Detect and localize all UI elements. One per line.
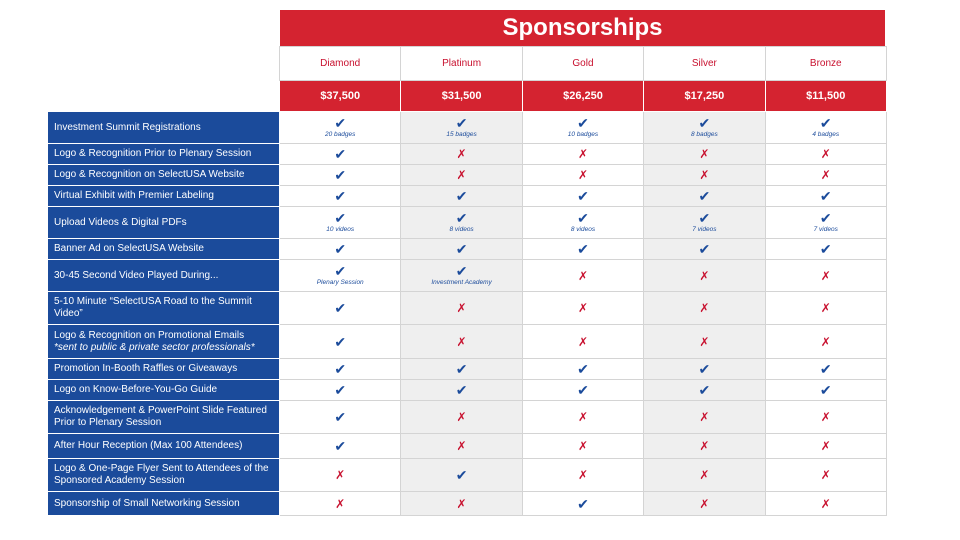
checkmark-icon: ✔ — [334, 263, 347, 279]
benefit-cell — [644, 325, 765, 359]
benefit-cell — [765, 144, 886, 165]
benefit-cell — [522, 492, 643, 516]
feature-row — [48, 359, 887, 380]
benefit-cell — [522, 325, 643, 359]
x-mark-icon: ✗ — [699, 168, 710, 182]
benefit-cell — [765, 292, 886, 325]
feature-label — [48, 239, 280, 260]
checkmark-icon: ✔ — [819, 361, 832, 377]
checkmark-icon: ✔ — [577, 241, 589, 257]
benefit-cell — [644, 380, 765, 401]
checkmark-icon: ✔ — [334, 438, 347, 454]
checkmark-icon: ✔ — [334, 188, 347, 204]
benefit-cell — [765, 359, 886, 380]
tier-name: Bronze — [765, 47, 886, 81]
tier-price: $26,250 — [522, 81, 643, 112]
checkmark-icon: ✔ — [698, 188, 711, 204]
benefit-cell — [280, 434, 401, 459]
benefit-cell — [280, 459, 401, 492]
benefit-cell — [765, 492, 886, 516]
benefit-note: 8 badges — [690, 131, 718, 138]
checkmark-icon: ✔ — [334, 115, 347, 131]
benefit-cell — [401, 459, 522, 492]
feature-text: Logo on Know-Before-You-Go Guide — [54, 384, 218, 395]
benefit-note: 10 videos — [326, 226, 355, 233]
checkmark-icon: ✔ — [334, 210, 347, 226]
benefit-cell — [765, 434, 886, 459]
checkmark-icon: ✔ — [698, 210, 711, 226]
tier-price: $17,250 — [644, 81, 765, 112]
benefit-cell — [280, 325, 401, 359]
benefit-cell — [644, 144, 765, 165]
x-mark-icon: ✗ — [820, 496, 831, 511]
x-mark-icon: ✗ — [820, 301, 831, 315]
feature-label — [48, 292, 280, 325]
benefit-cell — [644, 239, 765, 260]
checkmark-icon: ✔ — [455, 467, 468, 483]
x-mark-icon: ✗ — [577, 468, 588, 482]
benefit-cell — [522, 260, 643, 292]
x-mark-icon: ✗ — [699, 334, 710, 349]
checkmark-icon: ✔ — [455, 241, 468, 257]
checkmark-icon: ✔ — [334, 146, 347, 162]
feature-row — [48, 165, 887, 186]
benefit-cell — [401, 434, 522, 459]
checkmark-icon: ✔ — [577, 361, 589, 377]
feature-row — [48, 401, 887, 434]
benefit-note: 8 videos — [570, 226, 596, 233]
benefit-cell — [765, 239, 886, 260]
benefit-cell — [401, 292, 522, 325]
x-mark-icon: ✗ — [456, 301, 467, 315]
tier-price: $31,500 — [401, 81, 522, 112]
benefit-cell — [280, 380, 401, 401]
feature-label — [48, 144, 280, 165]
feature-text: Banner Ad on SelectUSA Website — [54, 243, 204, 254]
feature-row — [48, 144, 887, 165]
x-mark-icon: ✗ — [699, 268, 710, 283]
benefit-cell — [401, 112, 522, 144]
benefit-cell — [280, 292, 401, 325]
feature-row — [48, 207, 887, 239]
x-mark-icon: ✗ — [577, 147, 588, 161]
benefit-cell — [644, 165, 765, 186]
benefit-note: 10 badges — [567, 131, 599, 138]
benefit-cell — [280, 165, 401, 186]
benefit-cell — [401, 144, 522, 165]
benefit-cell — [401, 165, 522, 186]
checkmark-icon: ✔ — [334, 382, 347, 398]
feature-row — [48, 434, 887, 459]
checkmark-icon: ✔ — [455, 115, 468, 131]
x-mark-icon: ✗ — [456, 334, 467, 349]
sponsorship-table — [47, 46, 887, 516]
checkmark-icon: ✔ — [698, 382, 711, 398]
tier-name: Silver — [644, 47, 765, 81]
feature-label — [48, 325, 280, 359]
benefit-cell — [765, 112, 886, 144]
benefit-cell — [765, 401, 886, 434]
benefit-cell — [280, 359, 401, 380]
benefit-cell — [765, 260, 886, 292]
x-mark-icon: ✗ — [456, 410, 467, 424]
benefit-cell — [644, 434, 765, 459]
x-mark-icon: ✗ — [699, 439, 710, 453]
benefit-cell — [280, 186, 401, 207]
benefit-cell — [280, 144, 401, 165]
benefit-cell — [765, 207, 886, 239]
feature-text: Investment Summit Registrations — [54, 121, 201, 133]
tier-name: Platinum — [401, 47, 522, 81]
benefit-cell — [401, 401, 522, 434]
checkmark-icon: ✔ — [455, 210, 468, 226]
checkmark-icon: ✔ — [577, 188, 589, 204]
benefit-cell — [644, 260, 765, 292]
feature-row — [48, 325, 887, 359]
feature-row — [48, 492, 887, 516]
checkmark-icon: ✔ — [819, 382, 832, 398]
feature-row — [48, 459, 887, 492]
feature-text: Upload Videos & Digital PDFs — [54, 216, 187, 228]
x-mark-icon: ✗ — [577, 439, 588, 453]
benefit-cell — [765, 186, 886, 207]
benefit-cell — [644, 401, 765, 434]
feature-text: After Hour Reception (Max 100 Attendees) — [54, 440, 243, 451]
feature-row — [48, 260, 887, 292]
feature-text: Logo & One-Page Flyer Sent to Attendees of the Sponsored Academy Session — [54, 463, 269, 486]
benefit-note: 7 videos — [692, 226, 717, 233]
x-mark-icon: ✗ — [456, 439, 467, 453]
benefit-note: 4 badges — [812, 131, 840, 138]
feature-subtext: *sent to public & private sector professionals* — [54, 341, 255, 353]
tier-name: Diamond — [280, 47, 401, 81]
benefit-cell — [280, 260, 401, 292]
feature-row — [48, 239, 887, 260]
x-mark-icon: ✗ — [577, 410, 588, 424]
feature-label — [48, 492, 280, 516]
checkmark-icon: ✔ — [819, 241, 832, 257]
benefit-cell — [522, 207, 643, 239]
checkmark-icon: ✔ — [455, 361, 468, 377]
tier-name: Gold — [522, 47, 643, 81]
benefit-cell — [522, 401, 643, 434]
benefit-cell — [644, 292, 765, 325]
feature-label — [48, 359, 280, 380]
x-mark-icon: ✗ — [699, 301, 710, 315]
checkmark-icon: ✔ — [577, 210, 589, 226]
feature-text: Logo & Recognition on SelectUSA Website — [54, 169, 245, 180]
benefit-cell — [765, 165, 886, 186]
checkmark-icon: ✔ — [334, 409, 347, 425]
benefit-note: 15 badges — [446, 131, 477, 138]
price-row — [48, 81, 887, 112]
checkmark-icon: ✔ — [455, 263, 468, 279]
tier-price: $37,500 — [280, 81, 401, 112]
benefit-cell — [401, 207, 522, 239]
feature-text: 30-45 Second Video Played During... — [54, 269, 219, 281]
feature-row — [48, 292, 887, 325]
page-title: Sponsorships — [280, 10, 885, 46]
checkmark-icon: ✔ — [455, 188, 468, 204]
benefit-cell — [401, 492, 522, 516]
benefit-cell — [644, 492, 765, 516]
feature-row — [48, 112, 887, 144]
checkmark-icon: ✔ — [455, 382, 468, 398]
checkmark-icon: ✔ — [334, 167, 347, 183]
benefit-cell — [522, 186, 643, 207]
feature-row — [48, 380, 887, 401]
benefit-cell — [401, 359, 522, 380]
feature-label — [48, 207, 280, 239]
benefit-cell — [280, 239, 401, 260]
feature-text: 5-10 Minute “SelectUSA Road to the Summit Video” — [54, 296, 252, 319]
x-mark-icon: ✗ — [820, 439, 831, 453]
benefit-cell — [522, 359, 643, 380]
benefit-cell — [280, 112, 401, 144]
benefit-cell — [280, 401, 401, 434]
benefit-note: Plenary Session — [316, 279, 364, 286]
feature-row — [48, 186, 887, 207]
benefit-cell — [522, 459, 643, 492]
benefit-cell — [401, 380, 522, 401]
benefit-cell — [765, 380, 886, 401]
checkmark-icon: ✔ — [334, 241, 347, 257]
feature-label — [48, 165, 280, 186]
x-mark-icon: ✗ — [577, 168, 588, 182]
benefit-cell — [644, 112, 765, 144]
benefit-cell — [644, 359, 765, 380]
x-mark-icon: ✗ — [820, 334, 831, 349]
x-mark-icon: ✗ — [577, 301, 588, 315]
x-mark-icon: ✗ — [335, 496, 346, 511]
benefit-cell — [765, 325, 886, 359]
checkmark-icon: ✔ — [819, 188, 832, 204]
benefit-cell — [522, 292, 643, 325]
benefit-note: 20 badges — [325, 131, 356, 138]
x-mark-icon: ✗ — [820, 147, 831, 161]
x-mark-icon: ✗ — [699, 410, 710, 424]
x-mark-icon: ✗ — [820, 268, 831, 283]
checkmark-icon: ✔ — [577, 115, 589, 131]
checkmark-icon: ✔ — [698, 115, 711, 131]
x-mark-icon: ✗ — [577, 334, 588, 349]
benefit-note: 8 videos — [449, 226, 474, 233]
benefit-cell — [401, 325, 522, 359]
checkmark-icon: ✔ — [334, 300, 347, 316]
feature-label — [48, 186, 280, 207]
checkmark-icon: ✔ — [698, 241, 711, 257]
feature-label — [48, 260, 280, 292]
checkmark-icon: ✔ — [819, 115, 832, 131]
x-mark-icon: ✗ — [820, 410, 831, 424]
benefit-cell — [401, 260, 522, 292]
x-mark-icon: ✗ — [577, 268, 588, 283]
checkmark-icon: ✔ — [698, 361, 711, 377]
feature-text: Logo & Recognition Prior to Plenary Session — [54, 148, 252, 159]
x-mark-icon: ✗ — [456, 147, 467, 161]
benefit-cell — [644, 207, 765, 239]
benefit-cell — [401, 186, 522, 207]
feature-label — [48, 434, 280, 459]
feature-text: Logo & Recognition on Promotional Emails — [54, 329, 245, 341]
checkmark-icon: ✔ — [577, 382, 589, 398]
tier-price: $11,500 — [765, 81, 886, 112]
corner-blank — [48, 81, 280, 112]
checkmark-icon: ✔ — [334, 333, 347, 350]
feature-text: Virtual Exhibit with Premier Labeling — [54, 190, 214, 201]
x-mark-icon: ✗ — [699, 147, 710, 161]
corner-blank — [48, 47, 280, 81]
benefit-cell — [644, 186, 765, 207]
x-mark-icon: ✗ — [335, 468, 346, 482]
checkmark-icon: ✔ — [819, 210, 832, 226]
feature-text: Acknowledgement & PowerPoint Slide Featured Prior to Plenary Session — [54, 405, 267, 428]
checkmark-icon: ✔ — [334, 361, 347, 377]
feature-text: Sponsorship of Small Networking Session — [54, 497, 240, 509]
benefit-cell — [522, 165, 643, 186]
x-mark-icon: ✗ — [820, 468, 831, 482]
feature-label — [48, 112, 280, 144]
benefit-cell — [522, 144, 643, 165]
benefit-note: Investment Academy — [431, 279, 492, 286]
feature-label — [48, 459, 280, 492]
benefit-cell — [522, 112, 643, 144]
benefit-cell — [644, 459, 765, 492]
benefit-cell — [280, 207, 401, 239]
x-mark-icon: ✗ — [699, 496, 710, 511]
benefit-note: 7 videos — [813, 226, 838, 233]
benefit-cell — [522, 380, 643, 401]
feature-label — [48, 401, 280, 434]
feature-text: Promotion In-Booth Raffles or Giveaways — [54, 363, 238, 374]
x-mark-icon: ✗ — [456, 496, 467, 511]
x-mark-icon: ✗ — [820, 168, 831, 182]
benefit-cell — [401, 239, 522, 260]
x-mark-icon: ✗ — [699, 468, 710, 482]
feature-label — [48, 380, 280, 401]
x-mark-icon: ✗ — [456, 168, 467, 182]
benefit-cell — [522, 434, 643, 459]
benefit-cell — [765, 459, 886, 492]
tier-header-row — [48, 47, 887, 81]
benefit-cell — [280, 492, 401, 516]
checkmark-icon: ✔ — [577, 495, 589, 512]
benefit-cell — [522, 239, 643, 260]
